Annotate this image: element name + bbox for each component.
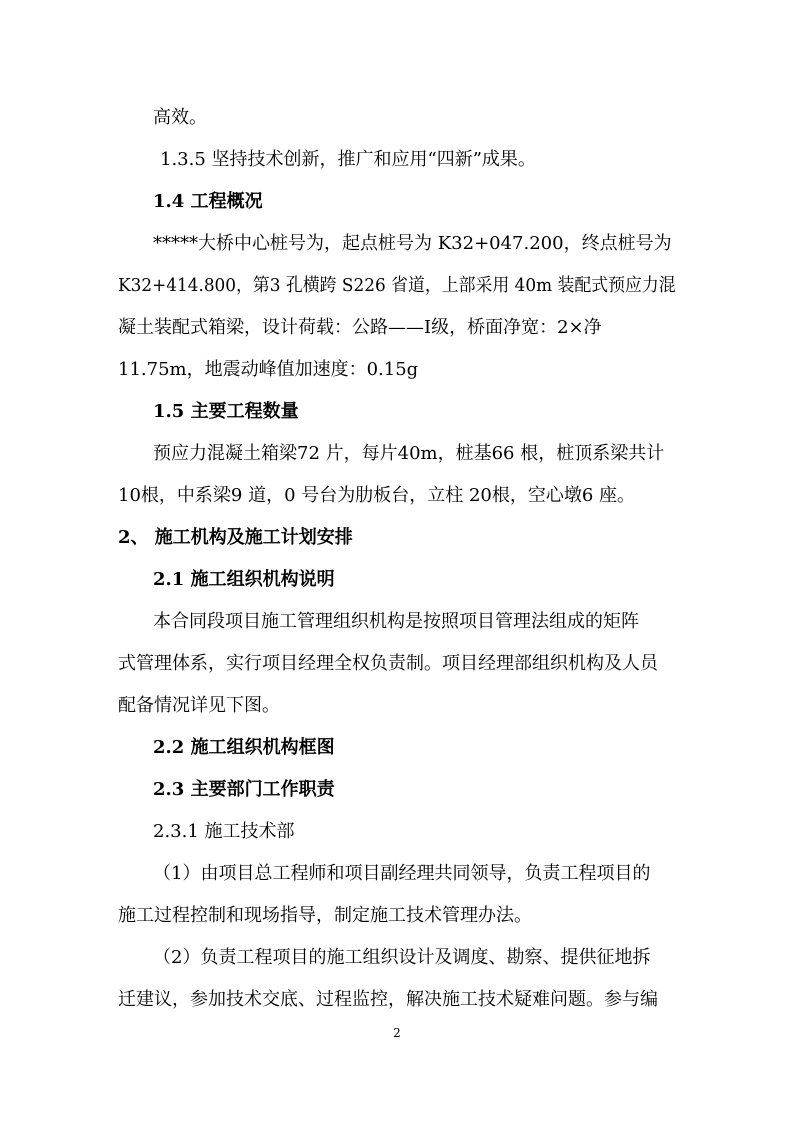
text-line: 预应力混凝土箱梁72 片，每片40m，桩基66 根，桩顶系梁共计 [153,443,665,464]
section-heading: 1.5 主要工程数量 [153,401,299,422]
subsection-heading: 2.3.1 施工技术部 [153,821,295,842]
text-line: 11.75m，地震动峰值加速度：0.15g [118,359,419,380]
text-line: 本合同段项目施工管理组织机构是按照项目管理法组成的矩阵 [153,611,639,632]
chapter-heading: 2、 施工机构及施工计划安排 [118,527,353,548]
text-line: 式管理体系，实行项目经理全权负责制。项目经理部组织机构及人员 [118,653,658,674]
text-line: 施工过程控制和现场指导，制定施工技术管理办法。 [118,905,532,926]
page-number: 2 [393,1026,401,1040]
text-line: （1）由项目总工程师和项目副经理共同领导，负责工程项目的 [153,863,651,884]
text-line: 10根，中系梁9 道，0 号台为肋板台，立柱 20根，空心墩6 座。 [118,485,636,506]
text-line: 迁建议，参加技术交底、过程监控，解决施工技术疑难问题。参与编 [118,989,658,1010]
text-line: 凝土装配式箱梁，设计荷载：公路——Ⅰ级，桥面净宽：2×净 [118,317,602,338]
text-line: 1.3.5 坚持技术创新，推广和应用“四新”成果。 [160,149,536,170]
section-heading: 1.4 工程概况 [153,191,263,212]
text-line: （2）负责工程项目的施工组织设计及调度、勘察、提供征地拆 [153,947,651,968]
text-line: *****大桥中心桩号为，起点桩号为 K32+047.200，终点桩号为 [153,233,672,254]
text-line: K32+414.800，第3 孔横跨 S226 省道，上部采用 40m 装配式预应力混 [118,275,676,296]
section-heading: 2.3 主要部门工作职责 [153,779,335,800]
text-line: 配备情况详见下图。 [118,695,280,716]
section-heading: 2.1 施工组织机构说明 [153,569,335,590]
section-heading: 2.2 施工组织机构框图 [153,737,335,758]
text-line: 高效。 [153,107,207,128]
